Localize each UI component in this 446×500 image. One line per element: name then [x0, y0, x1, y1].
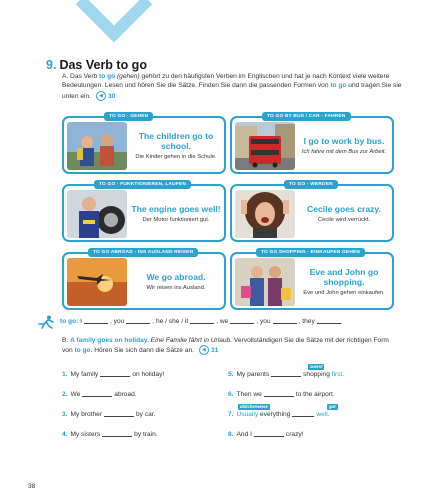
exercise-text: My parents [236, 371, 270, 378]
card-header: TO GO ABROAD - INS AUSLAND REISEN [88, 248, 198, 257]
exercise-highlight: well. [316, 411, 330, 418]
card-shopping [230, 252, 394, 310]
exercise-item [62, 391, 137, 398]
card-german: Wir reisen ins Ausland. [146, 285, 206, 291]
audio-icon[interactable]: ◀ [96, 91, 106, 101]
intro-text: A. Das Verb [62, 73, 100, 80]
exercise-number: 4. [62, 431, 68, 438]
card-header: TO GO BY BUS / CAR - FAHREN [262, 112, 351, 121]
exercise-number: 7. [228, 411, 234, 418]
conjugation-label: to go: [60, 318, 79, 325]
card-bus [230, 116, 394, 174]
answer-blank[interactable] [102, 436, 132, 437]
section-title [46, 58, 147, 72]
exercise-text: by car. [136, 411, 156, 418]
section-title-text: Das Verb to go [59, 58, 147, 72]
card-crazy [230, 184, 394, 242]
pronoun: , you [256, 318, 271, 325]
intro-instructions [62, 72, 402, 101]
exercise-text: by train. [134, 431, 158, 438]
conjugation-line [60, 318, 343, 325]
answer-blank[interactable] [190, 323, 214, 324]
exercise-highlight: first. [331, 371, 345, 378]
card-german: Eve und John gehen einkaufen. [303, 290, 385, 296]
vocab-tag: üblicherweise [240, 404, 268, 409]
audio-icon[interactable]: ◀ [199, 345, 209, 355]
exercise-text: My brother [70, 411, 103, 418]
card-header: TO GO - FUNKTIONIEREN, LAUFEN [94, 180, 191, 189]
answer-blank[interactable] [292, 416, 314, 417]
pronoun: , he / she / it [152, 318, 189, 325]
photo-mechanic-tyre [67, 190, 127, 238]
exercise-item [62, 371, 164, 378]
part-b-instructions [62, 336, 392, 356]
card-english: The engine goes well! [131, 204, 221, 214]
exercise-item [228, 411, 330, 418]
card-english: The children go to school. [138, 131, 214, 151]
card-header: TO GO SHOPPING - EINKAUFEN GEHEN [256, 248, 365, 257]
card-english: I go to work by bus. [303, 136, 385, 146]
exercise-highlight: Usually [236, 411, 259, 418]
exercise-number: 5. [228, 371, 234, 378]
exercise-text: My family [70, 371, 99, 378]
card-abroad [62, 252, 226, 310]
exercise-number: 2. [62, 391, 68, 398]
part-b-text: . Hören Sie sich dann die Sätze an. [90, 347, 194, 355]
photo-children-school [67, 122, 127, 170]
intro-gloss: (gehen) [115, 73, 140, 80]
runner-icon [36, 315, 56, 329]
exercise-item [62, 411, 155, 418]
card-school [62, 116, 226, 174]
photo-woman-shouting [235, 190, 295, 238]
pronoun: I [80, 318, 82, 325]
intro-text: gehört zu den häufigsten Verben im Englischen und hat je nach Kontext viele weitere Bedeutungen. Lesen und hören Sie die Sätze. Finden Sie dann die passenden Formen von [62, 73, 390, 90]
exercise-text: to the airport. [295, 391, 335, 398]
card-german: Die Kinder gehen in die Schule. [135, 154, 217, 160]
answer-blank[interactable] [317, 323, 341, 324]
exercise-text: on holiday! [132, 371, 165, 378]
answer-blank[interactable] [273, 323, 297, 324]
exercise-number: 6. [228, 391, 234, 398]
answer-blank[interactable] [126, 323, 150, 324]
card-header: TO GO - GEHEN [104, 112, 153, 121]
exercise-number: 3. [62, 411, 68, 418]
answer-blank[interactable] [230, 323, 254, 324]
card-engine [62, 184, 226, 242]
vocab-tag: gut [329, 404, 336, 409]
exercise-text: abroad. [114, 391, 137, 398]
answer-blank[interactable] [100, 376, 130, 377]
card-english: Cecile goes crazy. [307, 204, 381, 214]
exercise-number: 8. [228, 431, 234, 438]
page-number: 38 [28, 483, 36, 490]
exercise-number: 1. [62, 371, 68, 378]
exercise-item [228, 431, 304, 438]
intro-keyword: to go [330, 82, 347, 90]
audio-track-number: 31 [210, 347, 219, 355]
answer-blank[interactable] [254, 436, 284, 437]
exercise-item [62, 431, 158, 438]
part-b-text: Vervollständigen Sie die Sätze mit der richtigen Form von [62, 337, 389, 355]
exercise-text: Then we [236, 391, 262, 398]
intro-keyword: to go [99, 73, 116, 80]
exercise-text: shopping [303, 371, 332, 378]
exercise-text: And I [236, 431, 252, 438]
exercise-text: My sisters [70, 431, 101, 438]
card-german: Ich fahre mit dem Bus zur Arbeit. [301, 149, 387, 155]
exercise-item [228, 391, 335, 398]
part-b-keyword: to go [74, 347, 91, 355]
pronoun: , they [298, 318, 315, 325]
answer-blank[interactable] [84, 323, 108, 324]
card-german: Der Motor funktioniert gut. [142, 217, 210, 223]
exercise-text: crazy! [285, 431, 304, 438]
card-english: We go abroad. [146, 272, 206, 282]
pronoun: , we [216, 318, 229, 325]
exercise-text: everything [258, 411, 291, 418]
card-german: Cecile wird verrückt. [317, 217, 371, 223]
section-number: 9. [46, 58, 57, 72]
part-b-text: B. [62, 337, 71, 344]
photo-couple-shopping [235, 258, 295, 306]
card-english: Eve and John go shopping. [309, 267, 379, 287]
intro-text: und tragen Sie sie unten ein. [62, 82, 402, 100]
audio-track-number: 30 [107, 92, 116, 100]
vocab-tag: zuerst [310, 364, 323, 369]
exercise-item [228, 371, 344, 378]
photo-london-bus [235, 122, 295, 170]
answer-blank[interactable] [264, 396, 294, 397]
answer-blank[interactable] [82, 396, 112, 397]
card-header: TO GO - WERDEN [284, 180, 338, 189]
answer-blank[interactable] [104, 416, 134, 417]
chevron-down-icon [74, 0, 154, 46]
answer-blank[interactable] [271, 376, 301, 377]
photo-airplane-sunset [67, 258, 127, 306]
part-b-translation: Eine Familie fährt in Urlaub. [148, 337, 233, 344]
pronoun: , you [110, 318, 125, 325]
exercise-text: We [70, 391, 81, 398]
part-b-heading: A family goes on holiday. [70, 337, 149, 344]
